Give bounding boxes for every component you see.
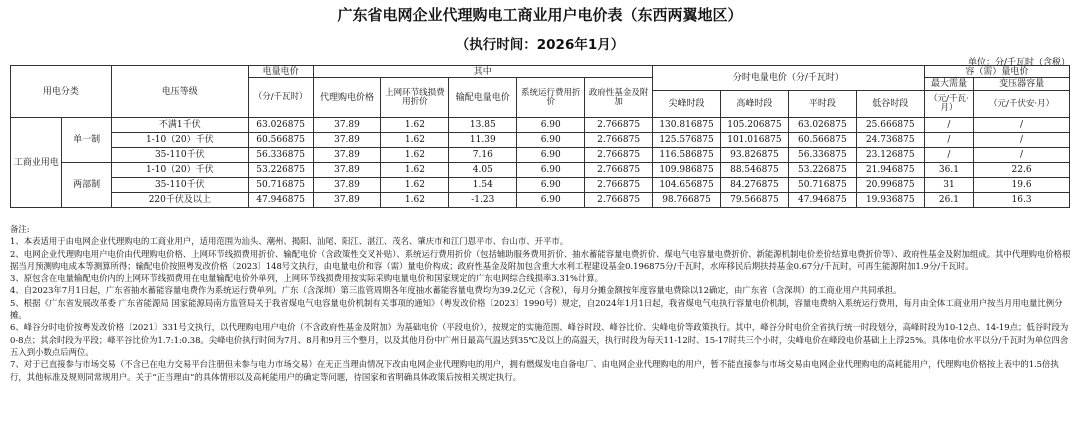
cell-transformer: /: [974, 148, 1070, 163]
cell-valley: 24.736875: [856, 133, 924, 148]
header-valley: 低谷时段: [856, 91, 924, 118]
cell-peak: 105.206875: [720, 118, 788, 133]
cell-gov-fund: 2.766875: [585, 178, 653, 193]
cell-peak-sharp: 125.576875: [653, 133, 721, 148]
cell-flat: 63.026875: [788, 118, 856, 133]
cell-transmission: 1.54: [449, 178, 517, 193]
header-tou: 分时电量电价（分/千瓦时）: [653, 66, 925, 91]
cell-price: 47.946875: [248, 193, 313, 208]
header-voltage: 电压等级: [111, 66, 248, 118]
cell-loss-price: 1.62: [381, 148, 449, 163]
cell-transmission: 4.05: [449, 163, 517, 178]
cell-price: 53.226875: [248, 163, 313, 178]
cell-valley: 20.996875: [856, 178, 924, 193]
cell-peak-sharp: 98.766875: [653, 193, 721, 208]
cell-peak-sharp: 130.816875: [653, 118, 721, 133]
group-two-part: 两部制: [62, 163, 111, 208]
cell-max-demand: /: [924, 148, 973, 163]
cell-voltage: 35-110千伏: [111, 178, 248, 193]
header-gov-fund: 政府性基金及附加: [585, 78, 653, 118]
note-2: 2、电网企业代理购电用户电价由代理购电价格、上网环节线损费用折价、输配电价（含政策性交叉补贴）、系统运行费用折价（包括辅助服务费用折价、抽水蓄能容量电费折价、煤电气电容量电费折价、新能源机制电价差价结算电费折价等）、政府性基金及附加组成。其中代理购电价格根据当月预测购电成本等测算所得；输配电价按照粤发改价格〔2023〕148号文执行，由电量电价和容（需）量电价构成；政府性基金及附加包含重大水利工程建设基金0.196875分/千瓦时，水库移民后期扶持基金0.67分/千瓦时，可再生能源附加1.9分/千瓦时。: [10, 248, 1071, 271]
cell-peak: 93.826875: [720, 148, 788, 163]
cell-peak: 101.016875: [720, 133, 788, 148]
cell-flat: 50.716875: [788, 178, 856, 193]
cell-voltage: 1-10（20）千伏: [111, 163, 248, 178]
cell-loss-price: 1.62: [381, 193, 449, 208]
cell-system-cost: 6.90: [517, 133, 585, 148]
cell-max-demand: 36.1: [924, 163, 973, 178]
header-transformer-unit: （元/千伏安·月）: [974, 91, 1070, 118]
cell-max-demand: /: [924, 133, 973, 148]
cell-peak-sharp: 104.656875: [653, 178, 721, 193]
header-peak: 高峰时段: [720, 91, 788, 118]
note-4: 4、自2023年7月1日起，广东省抽水蓄能容量电费作为系统运行费单列。广东（含深圳）第三监管周期各年度抽水蓄能容量电费均为39.2亿元（含税），每月分摊金额按年度容量电费除以12确定，由广东省（含深圳）的工商业用户共同承担。: [10, 285, 902, 296]
note-1: 1、本表适用于由电网企业代理购电的工商业用户，适用范围为汕头、潮州、揭阳、汕尾、阳江、湛江、茂名、肇庆市和江门恩平市、台山市、开平市。: [10, 236, 569, 247]
cell-transmission: 7.16: [449, 148, 517, 163]
cell-voltage: 1-10（20）千伏: [111, 133, 248, 148]
cell-agent-price: 37.89: [313, 163, 381, 178]
cell-system-cost: 6.90: [517, 148, 585, 163]
cell-flat: 60.566875: [788, 133, 856, 148]
cell-valley: 21.946875: [856, 163, 924, 178]
cell-peak: 84.276875: [720, 178, 788, 193]
cell-transformer: 22.6: [974, 163, 1070, 178]
cell-system-cost: 6.90: [517, 163, 585, 178]
cell-transmission: 11.39: [449, 133, 517, 148]
cell-system-cost: 6.90: [517, 193, 585, 208]
cell-transmission: -1.23: [449, 193, 517, 208]
header-category: 用电分类: [11, 66, 112, 118]
table-row: [11, 133, 1070, 148]
cell-peak: 88.546875: [720, 163, 788, 178]
header-transformer: 变压器容量: [974, 78, 1070, 91]
table-row: [11, 118, 1070, 133]
cell-price: 60.566875: [248, 133, 313, 148]
note-5: 5、根据《广东省发展改革委 广东省能源局 国家能源局南方监管局关于我省煤电气电容量电价机制有关事项的通知》（粤发改价格〔2023〕1990号）规定，自2024年1月1日起，我省煤电气电执行容量电价机制，容量电费纳入系统运行费用，每月由全体工商业用户按当月用电量比例分摊。: [10, 297, 1063, 321]
cell-transformer: /: [974, 118, 1070, 133]
header-loss-price: 上网环节线损费用折价: [381, 78, 449, 118]
cell-agent-price: 37.89: [313, 178, 381, 193]
cell-max-demand: /: [924, 118, 973, 133]
header-max-demand: 最大需量: [924, 78, 973, 91]
cell-price: 50.716875: [248, 178, 313, 193]
header-price: 电量电价: [248, 66, 313, 78]
cell-loss-price: 1.62: [381, 178, 449, 193]
cell-max-demand: 26.1: [924, 193, 973, 208]
cell-agent-price: 37.89: [313, 148, 381, 163]
header-max-demand-unit: （元/千瓦·月）: [924, 91, 973, 118]
header-among: 其中: [313, 66, 653, 78]
note-3: 3、原包含在电量输配电价内的上网环节线损费用在电量输配电价外单列，上网环节线损费用按实际采购电量电价和国家规定的广东电网综合线损率3.31%计算。: [10, 273, 604, 284]
group-industrial: 工商业用电: [11, 118, 62, 208]
cell-transformer: /: [974, 133, 1070, 148]
cell-peak-sharp: 109.986875: [653, 163, 721, 178]
table-row: [11, 148, 1070, 163]
header-agent-price: 代理购电价格: [313, 78, 381, 118]
group-single: 单一制: [62, 118, 111, 163]
cell-flat: 47.946875: [788, 193, 856, 208]
cell-valley: 25.666875: [856, 118, 924, 133]
cell-flat: 56.336875: [788, 148, 856, 163]
header-capacity: 容（需）量电价: [924, 66, 1069, 78]
cell-flat: 53.226875: [788, 163, 856, 178]
note-6: 6、峰谷分时电价按粤发改价格〔2021〕331号文执行，以代理购电用户电价（不含政府性基金及附加）为基础电价（平段电价），按规定的实施范围、峰谷时段、峰谷比价、尖峰电价等政策执行。其中，峰谷分时电价全省执行统一时段划分，高峰时段为10-12点、14-19点；低谷时段为0-8点；其余时段为平段；峰平谷比价为1.7:1:0.38。尖峰电价执行时间为7月、8月和9月三个整月，以及其他月份中广州日最高气温达到35℃及以上的高温天，执行时段为每天11-12时、15-17时共三个小时，尖峰电价在峰段电价基础上上浮25%。具体电价水平以分/千瓦时为单位四舍五入到小数点后两位。: [10, 322, 1069, 357]
cell-price: 56.336875: [248, 148, 313, 163]
cell-voltage: 35-110千伏: [111, 148, 248, 163]
cell-transformer: 16.3: [974, 193, 1070, 208]
cell-transmission: 13.85: [449, 118, 517, 133]
cell-voltage: 不满1千伏: [111, 118, 248, 133]
cell-peak: 79.566875: [720, 193, 788, 208]
cell-max-demand: 31: [924, 178, 973, 193]
header-flat: 平时段: [788, 91, 856, 118]
header-price-unit: （分/千瓦时）: [248, 78, 313, 118]
cell-gov-fund: 2.766875: [585, 148, 653, 163]
cell-system-cost: 6.90: [517, 178, 585, 193]
note-7: 7、对于已直接参与市场交易（不含已在电力交易平台注册但未参与电力市场交易）在无正当理由情况下改由电网企业代理购电的用户，拥有燃煤发电自备电厂、由电网企业代理购电的用户，暂不能直接参与市场交易由电网企业代理购电的高耗能用户，代理购电价格按上表中的1.5倍执行，其他标准及规则同常规用户。关于“正当理由”的具体情形以及高耗能用户的确定等问题，待国家和省明确具体政策后按相关规定执行。: [10, 359, 1059, 382]
cell-agent-price: 37.89: [313, 193, 381, 208]
cell-loss-price: 1.62: [381, 163, 449, 178]
notes-title: 备注:: [10, 224, 30, 234]
cell-transformer: 19.6: [974, 178, 1070, 193]
header-system-cost: 系统运行费用折价: [517, 78, 585, 118]
price-table: [10, 65, 1070, 208]
cell-agent-price: 37.89: [313, 133, 381, 148]
cell-gov-fund: 2.766875: [585, 163, 653, 178]
notes-section: [10, 223, 1072, 383]
cell-loss-price: 1.62: [381, 133, 449, 148]
cell-loss-price: 1.62: [381, 118, 449, 133]
cell-price: 63.026875: [248, 118, 313, 133]
cell-valley: 23.126875: [856, 148, 924, 163]
cell-gov-fund: 2.766875: [585, 118, 653, 133]
unit-label: 单位：分/千瓦时（含税）: [967, 58, 1070, 68]
cell-peak-sharp: 116.586875: [653, 148, 721, 163]
table-row: [11, 193, 1070, 208]
cell-system-cost: 6.90: [517, 118, 585, 133]
page-title: 广东省电网企业代理购电工商业用户电价表（东西两翼地区）: [337, 6, 743, 24]
page-subtitle: （执行时间：2026年1月）: [455, 37, 625, 53]
cell-voltage: 220千伏及以上: [111, 193, 248, 208]
header-transmission: 输配电量电价: [449, 78, 517, 118]
table-row: [11, 163, 1070, 178]
cell-gov-fund: 2.766875: [585, 193, 653, 208]
header-peak-sharp: 尖峰时段: [653, 91, 721, 118]
table-row: [11, 178, 1070, 193]
cell-valley: 19.936875: [856, 193, 924, 208]
cell-agent-price: 37.89: [313, 118, 381, 133]
cell-gov-fund: 2.766875: [585, 133, 653, 148]
